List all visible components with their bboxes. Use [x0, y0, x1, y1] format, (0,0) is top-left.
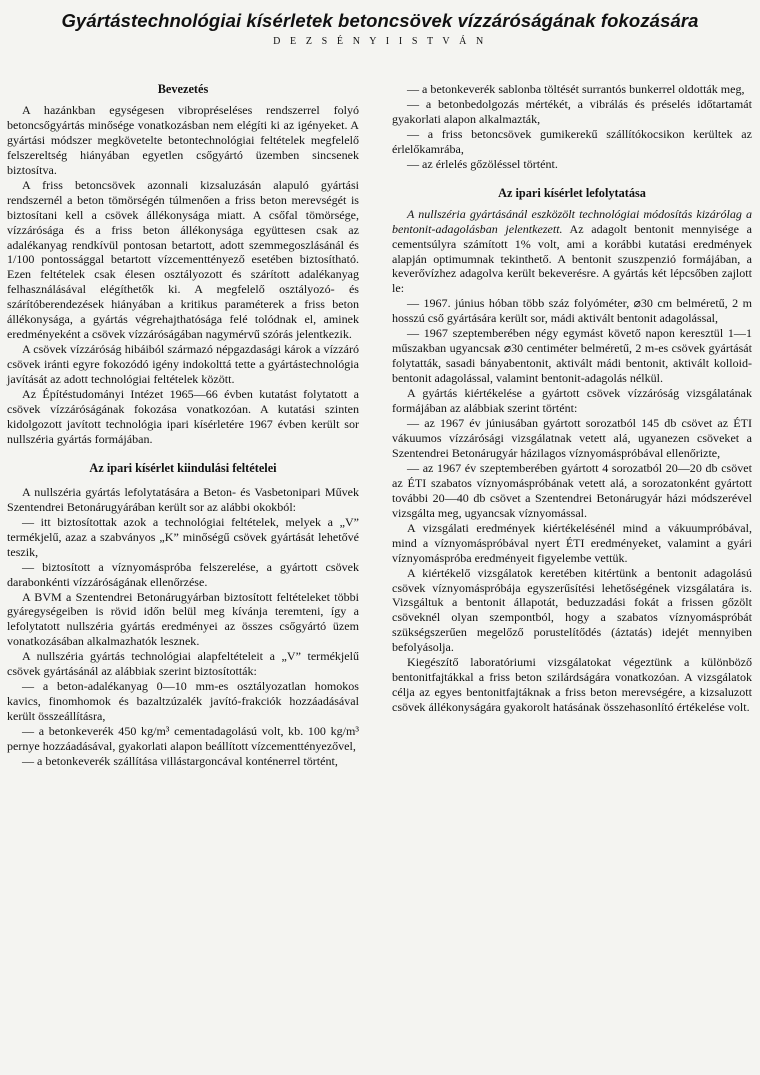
- author-name: D E Z S É N Y I I S T V Á N: [273, 36, 487, 47]
- list-item: — az érlelés gőzöléssel történt.: [407, 156, 558, 171]
- paragraph: A hazánkban egységesen vibropréseléses rendszerrel folyó betoncsőgyártás minősége vonatkozásban nem elégíti ki az igényeket. A gyártási módszer megkövetelte betontechnológiai feltételek megfelelő felszereltség hiányában egyetlen csőgyártó üzemben sincsenek biztosítva.: [7, 102, 359, 177]
- list-item: — a friss betoncsövek gumikerekű szállítókocsikon kerültek az érlelőkamrába,: [392, 126, 752, 156]
- list-item: — az 1967 év júniusában gyártott sorozatból 145 db csövet az ÉTI vákuumos vízzárósági vizsgálatnak vetett alá, ugyanezen csöveket a Szentendrei Betonárugyár házilagos víznyomáspróbával ellenőrizte,: [392, 416, 752, 460]
- list-item: — 1967. június hóban több száz folyóméter, ⌀30 cm belméretű, 2 m hosszú cső gyártására került sor, mádi aktivált bentonit adagolással,: [392, 296, 752, 326]
- list-item: — az 1967 év szeptemberében gyártott 4 sorozatból 20—20 db csövet az ÉTI szabatos víznyomáspróbának vetett alá, a sorozatonként gyártott további 20—40 db csövet a Szentendrei Betonárugyár házi módszerével vizsgálta meg, ugyancsak víznyomással.: [392, 460, 752, 520]
- paragraph: A nullszéria gyártás technológiai alapfeltételeit a „V” termékjelű csövek gyártásánál az alábbiak szerint biztosították:: [7, 649, 359, 679]
- left-column: [7, 82, 359, 769]
- section-heading-intro: Bevezetés: [157, 82, 209, 96]
- list-item: — itt biztosítottak azok a technológiai feltételek, melyek a „V” termékjelű, azaz a szabványos „K” minőségű csövek gyártását lehetővé teszik,: [7, 514, 359, 559]
- list-item: — a betonkeverék szállítása villástargoncával konténerrel történt,: [22, 753, 338, 768]
- section-heading-conditions: Az ipari kísérlet kiindulási feltételei: [89, 460, 277, 475]
- list-item: — a beton-adalékanyag 0—10 mm-es osztályozatlan homokos kavics, finomhomok és bazaltzúzalék javító-frakciók hozzáadásával került összeállításra,: [7, 679, 359, 724]
- paragraph: A BVM a Szentendrei Betonárugyárban biztosított feltételeket többi gyáregységeiben is rövid időn belül meg kívánja teremteni, így a lefolytatott nullszéria gyártás eredményei az összes csőgyártó üzem vonatkozásában alkalmazhatók lesznek.: [7, 589, 359, 649]
- list-item: — a betonkeverék sablonba töltését surrantós bunkerrel oldották meg,: [407, 82, 745, 96]
- paragraph: A gyártás kiértékelése a gyártott csövek vízzáróság vizsgálatának formájában az alábbiak szerint történt:: [392, 386, 752, 416]
- right-column: [392, 82, 752, 715]
- paragraph: [392, 207, 752, 297]
- list-item: — biztosított a víznyomáspróba felszerelése, a gyártott csövek darabonkénti vízzáróságának ellenőrzése.: [7, 559, 359, 589]
- paragraph: A nullszéria gyártás lefolytatására a Beton- és Vasbetonipari Művek Szentendrei Betonárugyárában került sor az alábbi okokból:: [7, 484, 359, 514]
- section-heading-execution: Az ipari kísérlet lefolytatása: [498, 185, 646, 200]
- list-item: — a betonkeverék 450 kg/m³ cementadagolású volt, kb. 100 kg/m³ pernye hozzáadásával, gyakorlati alapon beállított vízcementtényezővel,: [7, 724, 359, 754]
- article-title: Gyártástechnológiai kísérletek betoncsövek vízzáróságának fokozására: [61, 10, 699, 31]
- paragraph: A friss betoncsövek azonnali kizsaluzásán alapuló gyártási rendszernél a beton tömörségén túlmenően a friss beton merevségét is biztosítani kell a csövek állékonysága miatt. A csőfal tömörsége, vízzárósága és a friss beton állékonysága együttesen csak az adalékanyag rendkívül pontosan betartott, adott szemmegoszlásánál és 1/100 pontossággal betartott vízcementtényező esetében biztosítható. Ezen feltételek csak élesen osztályozott és szárított adalékanyag felhasználásával elégíthetők ki. A megfelelő osztályozó- és szárítóberendezések hiányában a kritikus paraméterek a friss beton állékonysága, a gyártás végrehajthatósága felé tolódnak el, aminek eredményeként a csövek vízzáróságában nagymérvű szórás jelentkezik.: [7, 177, 359, 342]
- paragraph: A kiértékelő vizsgálatok keretében kitértünk a bentonit adagolású csövek víznyomáspróbája egyszerűsítési lehetőségének vizsgálatára is. Vizsgáltuk a bentonit állapotát, beduzzadási fokát a frissen gőzölt csöveknél olyan szempontból, hogy a szabatos víznyomáspróbát szükségszerűen megelőző porustelítődés (áztatás) idejét mennyiben befolyásolja.: [392, 565, 752, 655]
- italic-lead: A nullszéria gyártásánál eszközölt technológiai módosítás kizárólag a bentonit-adagolásban jelentkezett.: [392, 206, 752, 236]
- paragraph-rest: Az adagolt bentonit mennyisége a cementsúlyra számított 1% volt, ami a korábbi kutatási eredmények alapján optimumnak tekinthető. A bentonit szuszpenzió formájában, a keverővízhez adagolva került bekeverésre. A gyártás két lépcsőben zajlott le:: [392, 221, 752, 296]
- list-item: — a betonbedolgozás mértékét, a vibrálás és préselés időtartamát gyakorlati alapon alkalmazták,: [392, 96, 752, 126]
- paragraph: Az Építéstudományi Intézet 1965—66 évben kutatást folytatott a csövek vízzáróságának fokozása vonatkozóan. A kutatási szinten kidolgozott javított technológia ipari kísérletére 1967 évben került sor nullszéria gyártás formájában.: [7, 387, 359, 446]
- paragraph: Kiegészítő laboratóriumi vizsgálatokat végeztünk a különböző bentonitfajtákkal a friss beton szilárdságára vonatkozóan. A vizsgálatok célja az egyes bentonitfajtáknak a friss beton merevségére, a kizsaluzott csövek állékonyságára gyakorolt hatásának összehasonlító értékelése volt.: [392, 655, 752, 715]
- paragraph: A vizsgálati eredmények kiértékelésénél mind a vákuumpróbával, mind a víznyomáspróbával nyert ÉTI eredményeket, valamint a gyári víznyomáspróba eredményeit figyelembe vettük.: [392, 520, 752, 565]
- paragraph: A csövek vízzáróság hibáiból származó népgazdasági károk a vízzáró csövek iránti egyre fokozódó igény indokolttá tette a gyártástechnológia javítását az adott technológiai feltételek között.: [7, 342, 359, 387]
- list-item: — 1967 szeptemberében négy egymást követő napon keresztül 1—1 műszakban ugyancsak ⌀30 centiméter belméretű, 2 m-es csövek gyártását folytatták, sasadi bányabentonit, aktivált mádi bentonit, aktivált kolloid-bentonit adagolással, valamint bentonit-adagolás nélkül.: [392, 326, 752, 386]
